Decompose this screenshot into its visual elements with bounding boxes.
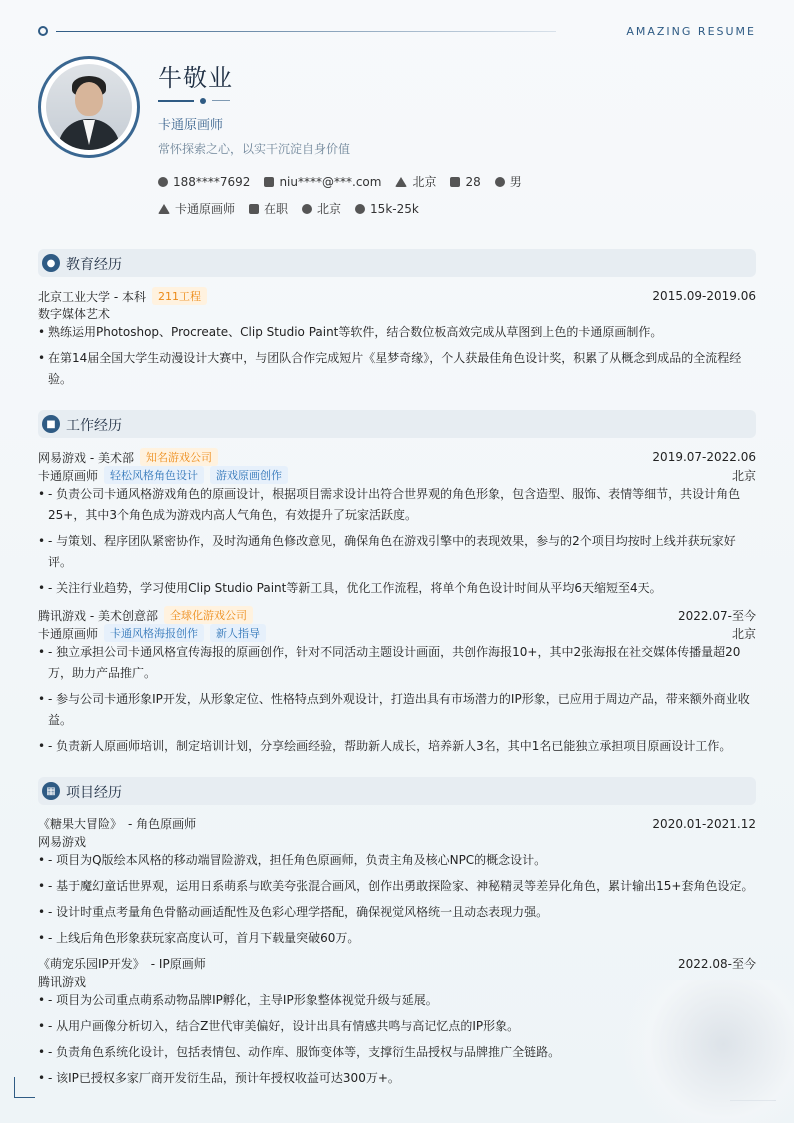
project-row-2: 《萌宠乐园IP开发》 - IP原画师 2022.08-至今 bbox=[38, 957, 756, 971]
work-role-1: 卡通原画师 轻松风格角色设计 游戏原画创作 北京 bbox=[38, 466, 756, 484]
work-bullets-2: • - 独立承担公司卡通风格宣传海报的原画创作，针对不同活动主题设计画面，共创作海报10+，其中2张海报在社交媒体传播量超20万，助力产品推广。 • - 参与公司卡通形象IP开发，从形象定位、性格特点到外观设计，打造出具有市场潜力的IP形象，已应用于周边产品，带来额外商业收益。 • - 负责新人原画师培训，制定培训计划，分享绘画经验，帮助新人成长，培养新人3名，其中1名已能独立承担项目原画设计工作。 bbox=[38, 642, 756, 762]
status-item: 在职 bbox=[249, 200, 288, 217]
education-row: 北京工业大学 - 本科 211工程 2015.09-2019.06 bbox=[38, 289, 756, 304]
top-bar bbox=[56, 31, 556, 32]
contact-row-2 bbox=[158, 200, 419, 217]
education-major: 数字媒体艺术 bbox=[38, 307, 111, 321]
projects-section-header bbox=[38, 777, 756, 805]
education-title: 教育经历 bbox=[66, 257, 122, 273]
project-org-1: 网易游戏 bbox=[38, 835, 87, 849]
project-bullets-2: • - 项目为公司重点萌系动物品牌IP孵化，主导IP形象整体视觉升级与延展。 • - 从用户画像分析切入，结合Z世代审美偏好，设计出具有情感共鸣与高记忆点的IP形象。 • - 负责角色系统化设计，包括表情包、动作库、服饰变体等，支撑衍生品授权与品牌推广全链路。 • - 该IP已授权多家厂商开发衍生品，预计年授权收益可达300万+。 bbox=[38, 990, 756, 1094]
gender-item: 男 bbox=[495, 173, 522, 190]
money-icon bbox=[355, 204, 365, 214]
phone-icon bbox=[158, 177, 168, 187]
location-icon bbox=[302, 204, 312, 214]
work-role-2: 卡通原画师 卡通风格海报创作 新人指导 北京 bbox=[38, 624, 756, 642]
background-blur bbox=[615, 980, 794, 1123]
avatar-photo bbox=[46, 64, 132, 150]
phone-item: 188****7692 bbox=[158, 175, 250, 189]
email-item: niu****@***.com bbox=[264, 175, 381, 189]
city-item: 北京 bbox=[395, 173, 436, 190]
job-title: 卡通原画师 bbox=[158, 118, 224, 133]
grid-icon: ▦ bbox=[42, 782, 60, 800]
work-row-2: 腾讯游戏 - 美术创意部 全球化游戏公司 2022.07-至今 bbox=[38, 606, 756, 624]
person-icon bbox=[495, 177, 505, 187]
top-decoration bbox=[38, 26, 558, 36]
graduation-cap-icon: ● bbox=[42, 254, 60, 272]
brand-label: AMAZING RESUME bbox=[626, 25, 756, 38]
name-heading: 牛敬业 bbox=[158, 64, 233, 92]
top-circle-icon bbox=[38, 26, 48, 36]
education-tag: 211工程 bbox=[152, 287, 207, 305]
work-bullets-1: • - 负责公司卡通风格游戏角色的原画设计，根据项目需求设计出符合世界观的角色形象，包含造型、服饰、表情等细节，共设计角色25+，其中3个角色成为游戏内高人气角色，有效提升了玩家活跃度。 • - 与策划、程序团队紧密协作，及时沟通角色修改意见，确保角色在游戏引擎中的表现效果，参与的2个项目均按时上线并获玩家好评。 • - 关注行业趋势，学习使用Clip Studio Paint等新工具，优化工作流程，将单个角色设计时间从平均6天缩短至4天。 bbox=[38, 484, 756, 604]
target-city-item: 北京 bbox=[302, 200, 341, 217]
work-row-1: 网易游戏 - 美术部 知名游戏公司 2019.07-2022.06 bbox=[38, 450, 756, 465]
motto-text: 常怀探索之心，以实干沉淀自身价值 bbox=[158, 142, 351, 156]
briefcase-icon bbox=[249, 204, 259, 214]
corner-decoration-left bbox=[14, 1077, 35, 1098]
name-divider bbox=[158, 98, 230, 104]
avatar bbox=[38, 56, 140, 158]
home-icon bbox=[395, 177, 407, 187]
education-bullets: • 熟练运用Photoshop、Procreate、Clip Studio Paint等软件，结合数位板高效完成从草图到上色的卡通原画制作。 • 在第14届全国大学生动漫设计大赛中，与团队合作完成短片《星梦奇缘》，个人获最佳角色设计奖，积累了从概念到成品的全流程经验。 bbox=[38, 322, 756, 395]
mail-icon bbox=[264, 177, 274, 187]
education-date: 2015.09-2019.06 bbox=[652, 289, 756, 303]
send-icon bbox=[158, 204, 170, 214]
work-section-header bbox=[38, 410, 756, 438]
salary-item: 15k-25k bbox=[355, 202, 419, 216]
project-row-1: 《糖果大冒险》 - 角色原画师 2020.01-2021.12 bbox=[38, 816, 756, 831]
education-section-header bbox=[38, 249, 756, 277]
contact-row-1 bbox=[158, 173, 522, 190]
project-org-2: 腾讯游戏 bbox=[38, 975, 87, 989]
target-role-item: 卡通原画师 bbox=[158, 200, 235, 217]
age-item: 28 bbox=[450, 175, 480, 189]
work-title: 工作经历 bbox=[66, 418, 122, 434]
briefcase-section-icon: ■ bbox=[42, 415, 60, 433]
project-bullets-1: • - 项目为Q版绘本风格的移动端冒险游戏，担任角色原画师，负责主角及核心NPC的概念设计。 • - 基于魔幻童话世界观，运用日系萌系与欧美夸张混合画风，创作出勇敢探险家、神秘精灵等差异化角色，累计输出15+套角色设定。 • - 设计时重点考量角色骨骼动画适配性及色彩心理学搭配，确保视觉风格统一且动态表现力强。 • - 上线后角色形象获玩家高度认可，首月下载量突破60万。 bbox=[38, 850, 756, 954]
cake-icon bbox=[450, 177, 460, 187]
projects-title: 项目经历 bbox=[66, 785, 122, 801]
